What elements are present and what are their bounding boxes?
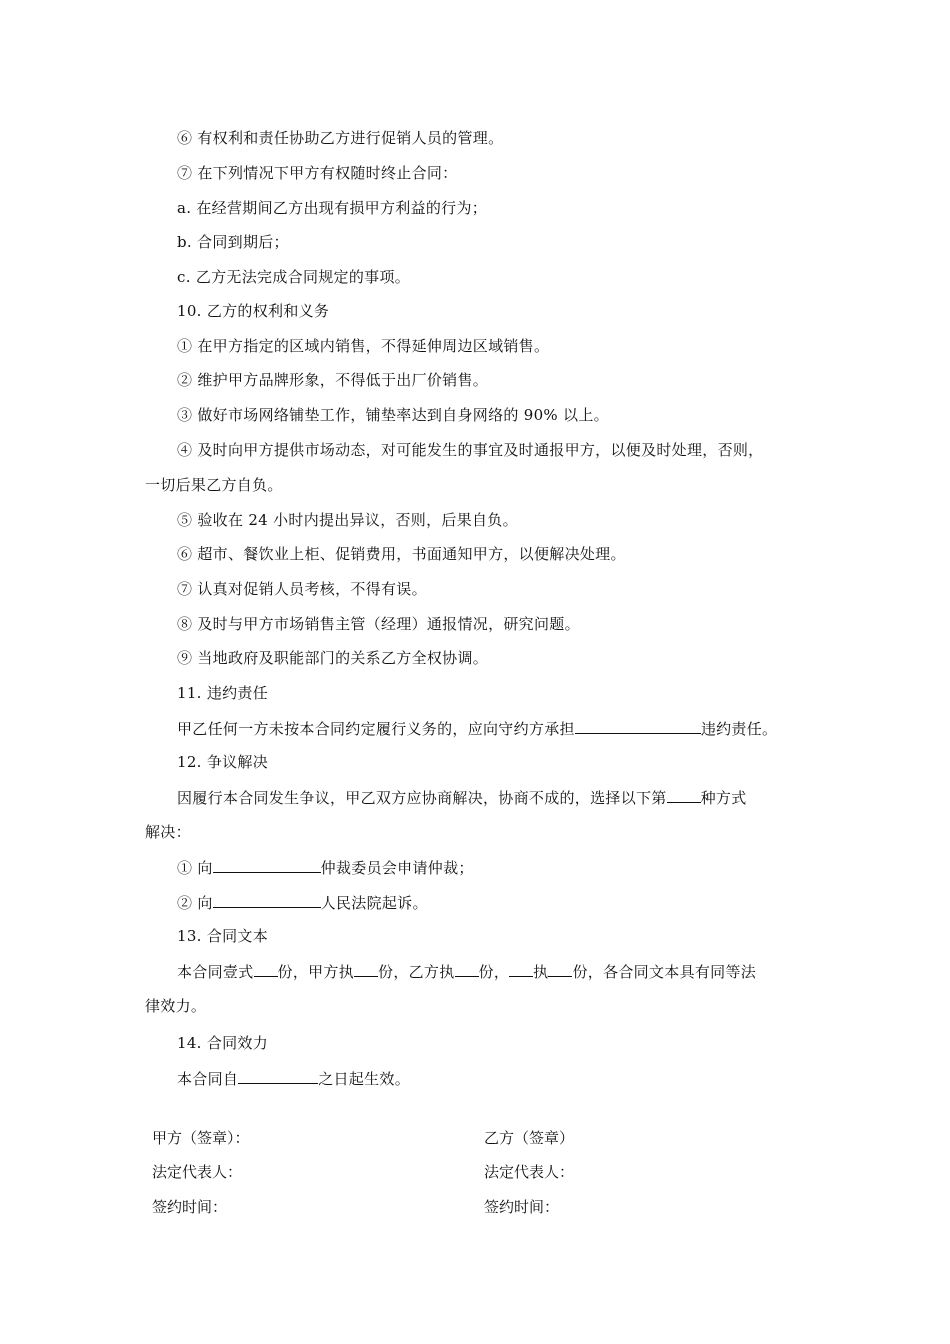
text: ② 向 bbox=[177, 894, 213, 912]
text: 人民法院起诉。 bbox=[320, 894, 428, 912]
fill-in-blank[interactable] bbox=[354, 961, 378, 977]
party-a-seal-label: 甲方（签章）： bbox=[152, 1129, 250, 1147]
text: 因履行本合同发生争议，甲乙双方应协商解决，协商不成的，选择以下第 bbox=[177, 789, 667, 807]
paragraph: ⑧ 及时与甲方市场销售主管（经理）通报情况，研究问题。 bbox=[177, 615, 580, 633]
paragraph: ⑦ 在下列情况下甲方有权随时终止合同： bbox=[177, 164, 458, 182]
text: 份，乙方执 bbox=[378, 963, 455, 981]
fill-in-blank[interactable] bbox=[213, 892, 321, 908]
text: ① 向 bbox=[177, 859, 213, 877]
paragraph bbox=[177, 961, 756, 982]
fill-in-blank[interactable] bbox=[213, 857, 321, 873]
party-b-date-label: 签约时间： bbox=[484, 1198, 560, 1216]
party-a-date-label: 签约时间： bbox=[152, 1198, 228, 1216]
fill-in-blank[interactable] bbox=[254, 961, 278, 977]
paragraph: ② 维护甲方品牌形象，不得低于出厂价销售。 bbox=[177, 371, 489, 389]
fill-in-blank[interactable] bbox=[455, 961, 479, 977]
fill-in-blank[interactable] bbox=[548, 961, 572, 977]
paragraph bbox=[177, 892, 428, 913]
section-heading: 11. 违约责任 bbox=[177, 684, 269, 702]
paragraph: ⑨ 当地政府及职能部门的关系乙方全权协调。 bbox=[177, 649, 489, 667]
paragraph-continuation: 一切后果乙方自负。 bbox=[145, 476, 283, 494]
fill-in-blank[interactable] bbox=[238, 1068, 318, 1084]
text: 甲乙任何一方未按本合同约定履行义务的，应向守约方承担 bbox=[177, 720, 575, 738]
paragraph: ④ 及时向甲方提供市场动态，对可能发生的事宜及时通报甲方，以便及时处理，否则， bbox=[177, 441, 764, 459]
paragraph: a. 在经营期间乙方出现有损甲方利益的行为； bbox=[177, 199, 488, 217]
paragraph: ⑥ 超市、餐饮业上柜、促销费用，书面通知甲方，以便解决处理。 bbox=[177, 545, 626, 563]
text: 份，各合同文本具有同等法 bbox=[572, 963, 757, 981]
section-heading: 12. 争议解决 bbox=[177, 753, 269, 771]
text: 本合同自 bbox=[177, 1070, 239, 1088]
paragraph: b. 合同到期后； bbox=[177, 233, 289, 251]
paragraph bbox=[177, 787, 747, 808]
paragraph bbox=[177, 1068, 410, 1089]
paragraph: ③ 做好市场网络铺垫工作，铺垫率达到自身网络的 90% 以上。 bbox=[177, 406, 609, 424]
text: 仲裁委员会申请仲裁； bbox=[320, 859, 474, 877]
fill-in-blank[interactable] bbox=[575, 718, 701, 734]
text: 种方式 bbox=[700, 789, 747, 807]
text: 份， bbox=[478, 963, 510, 981]
paragraph: ⑦ 认真对促销人员考核，不得有误。 bbox=[177, 580, 427, 598]
section-heading: 13. 合同文本 bbox=[177, 927, 269, 945]
paragraph-continuation: 律效力。 bbox=[145, 997, 207, 1015]
party-b-representative-label: 法定代表人： bbox=[484, 1163, 575, 1181]
paragraph: ① 在甲方指定的区域内销售，不得延伸周边区域销售。 bbox=[177, 337, 550, 355]
text: 之日起生效。 bbox=[318, 1070, 411, 1088]
fill-in-blank[interactable] bbox=[509, 961, 533, 977]
fill-in-blank[interactable] bbox=[667, 787, 701, 803]
paragraph: ⑤ 验收在 24 小时内提出异议，否则，后果自负。 bbox=[177, 511, 518, 529]
text: 执 bbox=[533, 963, 549, 981]
text: 违约责任。 bbox=[700, 720, 778, 738]
party-b-seal-label: 乙方（签章） bbox=[484, 1129, 575, 1147]
paragraph bbox=[177, 718, 777, 739]
paragraph bbox=[177, 857, 474, 878]
party-a-representative-label: 法定代表人： bbox=[152, 1163, 243, 1181]
paragraph-continuation: 解决： bbox=[145, 823, 191, 841]
text: 份，甲方执 bbox=[277, 963, 355, 981]
paragraph: ⑥ 有权利和责任协助乙方进行促销人员的管理。 bbox=[177, 129, 504, 147]
section-heading: 14. 合同效力 bbox=[177, 1034, 269, 1052]
paragraph: c. 乙方无法完成合同规定的事项。 bbox=[177, 268, 411, 286]
text: 本合同壹式 bbox=[177, 963, 254, 981]
section-heading: 10. 乙方的权利和义务 bbox=[177, 302, 330, 320]
